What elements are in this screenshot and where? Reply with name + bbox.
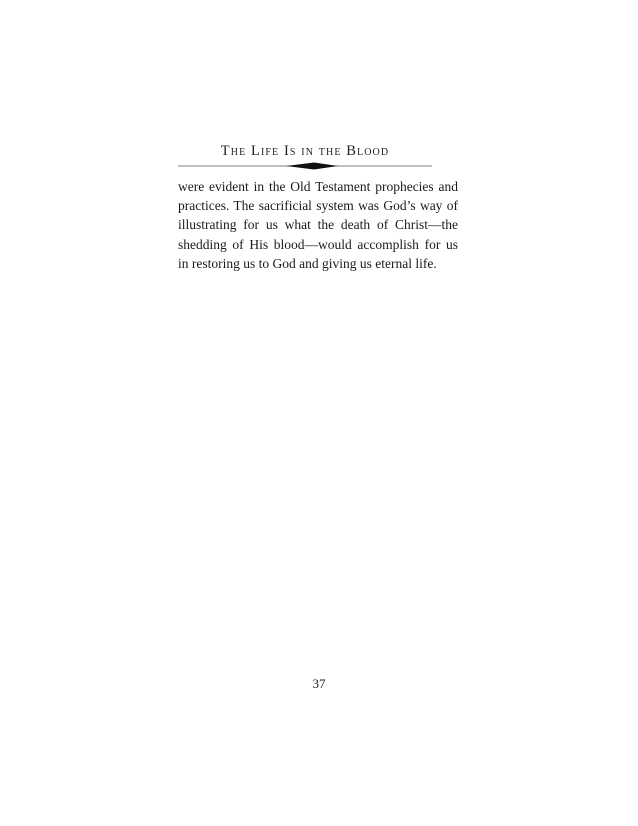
ornamental-rule [178,161,432,171]
page-number: 37 [312,676,326,691]
running-head [178,143,432,173]
paragraph: were evident in the Old Testament prophecies and practices. The sacrificial system was God’s way of illustrating for us what the death of Christ—the shedding of His blood—would accomplish for us in restoring us to God and giving us eternal life. [178,179,458,271]
running-head-title: The Life Is in the Blood [220,143,390,159]
diamond-ornament [286,163,338,170]
body-text [178,177,458,273]
